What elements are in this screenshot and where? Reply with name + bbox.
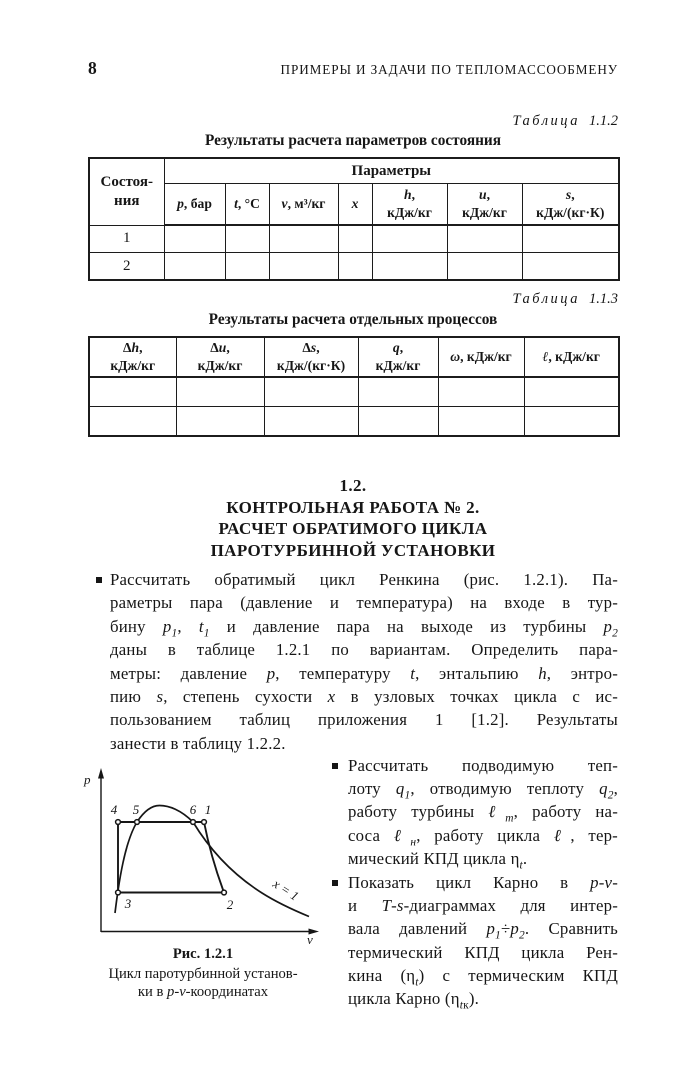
table-row	[89, 225, 619, 253]
column-group-header-parameters: Параметры	[164, 158, 619, 184]
y-axis-arrow	[98, 768, 104, 779]
column-header-delta-u: Δu, кДж/кг	[176, 337, 264, 377]
section-title: КОНТРОЛЬНАЯ РАБОТА № 2. РАСЧЕТ ОБРАТИМОГО ЦИКЛА ПАРОТУРБИННОЙ УСТАНОВКИ	[210, 497, 496, 560]
point-label-2: 2	[226, 897, 234, 912]
column-header-entropy: s, кДж/(кг·К)	[522, 184, 619, 226]
bullet-square-icon	[332, 763, 338, 769]
state-point-3	[116, 890, 121, 895]
figure-caption-title: Рис. 1.2.1	[172, 946, 234, 962]
task-paragraph-2-text: Рассчитать подводимую теп- лоту $q_1$, отводимую теплоту $q_2$, работу турбины ℓ$_т$, работу на- соса ℓ$_н$, работу цикла ℓ, тер- мический КПД цикла $\eta_t$.	[348, 756, 618, 872]
table2-caption	[88, 291, 618, 308]
point-label-3: 3	[124, 896, 132, 911]
point-label-6: 6	[189, 802, 197, 817]
running-title: ПРИМЕРЫ И ЗАДАЧИ ПО ТЕПЛОМАССООБМЕНУ	[280, 62, 618, 77]
column-header-enthalpy: h, кДж/кг	[372, 184, 447, 226]
column-header-temperature: t, °C	[225, 184, 269, 226]
column-header-state: Состоя- ния	[89, 158, 164, 225]
column-header-quality: x	[338, 184, 372, 226]
table1-caption-word: Таблица	[512, 113, 580, 129]
expansion-curve	[204, 822, 224, 893]
table1-title: Результаты расчета параметров состояния	[204, 132, 502, 149]
point-label-4: 4	[110, 802, 118, 817]
state-point-1	[202, 820, 207, 825]
state-row-label: 1	[89, 225, 164, 253]
task-paragraph-2	[320, 754, 618, 870]
point-label-5: 5	[132, 802, 140, 817]
state-point-6	[191, 820, 196, 825]
state-row-label: 2	[89, 253, 164, 281]
task-paragraph-1-text: Рассчитать обратимый цикл Ренкина (рис. 1.2.1). Па- раметры пара (давление и температура) на входе в тур- бину $p_1$, $t_1$ и давление пара на выходе из турбины $p_2$ даны в таблице 1.2.1 по вариантам. Определить пара- метры: давление p, температуру t, энтальпию h, энтро- пию s, степень сухости x в узловых точках цикла с ис- пользованием таблиц приложения 1 [1.2]. Результаты занести в таблицу 1.2.2.	[110, 570, 619, 753]
column-header-internal-energy: u, кДж/кг	[447, 184, 522, 226]
running-head	[88, 58, 618, 79]
axis-label-p: p	[84, 772, 91, 787]
column-header-heat: q, кДж/кг	[358, 337, 438, 377]
column-header-delta-s: Δs, кДж/(кг·К)	[264, 337, 358, 377]
column-header-volume: v, м³/кг	[269, 184, 338, 226]
point-label-1: 1	[204, 802, 212, 817]
column-header-omega-work: ω, кДж/кг	[438, 337, 524, 377]
section-heading	[88, 475, 618, 561]
task-paragraph-1	[88, 568, 618, 755]
figure-caption	[78, 946, 328, 1001]
task-paragraph-3	[320, 871, 618, 1010]
column-header-ell-work: ℓ, кДж/кг	[524, 337, 619, 377]
column-header-delta-h: Δh, кДж/кг	[89, 337, 176, 377]
table1-caption-number: 1.1.2	[589, 113, 618, 129]
figure-caption-text: Цикл паротурбинной установ- ки в p-v-координатах	[108, 966, 298, 1000]
bullet-square-icon	[332, 880, 338, 886]
axis-label-v: v	[307, 932, 313, 945]
table1-caption	[88, 113, 618, 130]
state-point-2	[222, 890, 227, 895]
processes-table	[88, 336, 620, 437]
page-number: 8	[88, 58, 97, 78]
table2-caption-word: Таблица	[512, 291, 580, 307]
state-point-4	[116, 820, 121, 825]
table2-caption-number: 1.1.3	[589, 291, 618, 307]
table2-title: Результаты расчета отдельных процессов	[208, 311, 498, 328]
table-row	[89, 377, 619, 407]
table-row	[89, 253, 619, 281]
table-row	[89, 407, 619, 437]
section-number: 1.2.	[339, 476, 367, 495]
bullet-square-icon	[96, 577, 102, 583]
state-point-5	[135, 820, 140, 825]
pv-diagram	[75, 765, 325, 945]
task-paragraph-3-text: Показать цикл Карно в p-v- и T-s-диаграммах для интер- вала давлений $p_1\div p_2$. Сравнить термический КПД цикла Рен- кина $(\eta_t)$ с термическим КПД цикла Карно $(\eta_{tк})$.	[348, 873, 619, 1012]
saturation-curve-label: x = 1	[270, 875, 302, 904]
column-header-pressure: p, бар	[164, 184, 225, 226]
parameters-table	[88, 157, 620, 281]
